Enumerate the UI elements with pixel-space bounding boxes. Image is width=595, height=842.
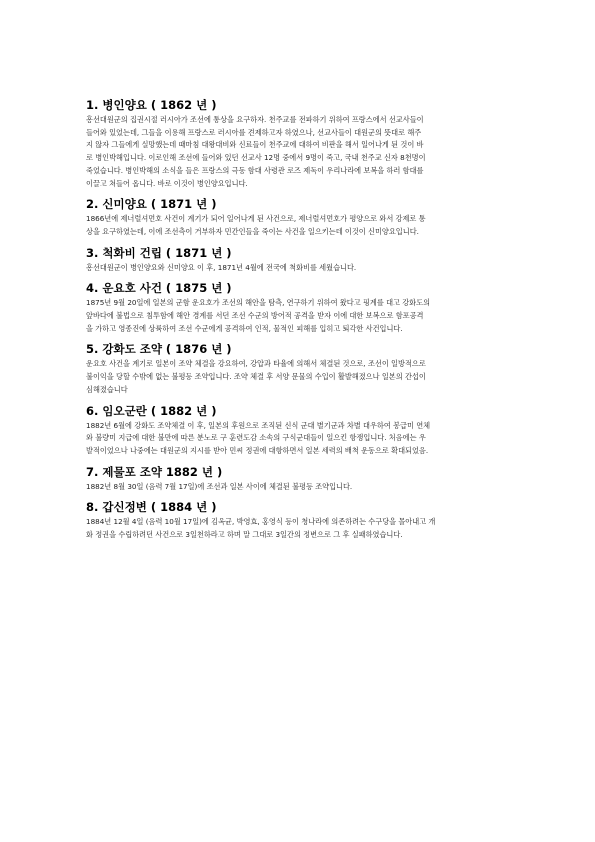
section-7 xyxy=(86,465,511,494)
section-text-line: 화 정권을 수립하려던 사건으로 3일천하라고 하며 말 그대로 3일간의 정변으로 그 후 실패하였습니다. xyxy=(86,530,403,540)
section-text-line: 을 가하고 영종진에 상륙하여 조선 수군에게 공격하여 인적, 물적인 피해를 입히고 퇴각한 사건입니다. xyxy=(86,323,403,333)
section-2 xyxy=(86,197,511,238)
section-heading: 2. 신미양요 ( 1871 년 ) xyxy=(86,197,217,212)
section-text-line: 들어와 있었는데, 그들을 이용해 프랑스로 러시아를 견제하고자 하였으나, 선교사들이 대원군의 뜻대로 해주 xyxy=(86,127,422,137)
section-text-line: 1884년 12월 4일 (음력 10월 17일)에 김옥균, 박영효, 홍영식 등이 청나라에 의존하려는 수구당을 몰아내고 개 xyxy=(86,517,436,527)
section-text-line: 로 병인박해입니다. 이로인해 조선에 들어와 있던 선교사 12명 중에서 9명이 죽고, 국내 천주교 신자 8천명이 xyxy=(86,153,426,163)
section-text-line: 앞바다에 불법으로 침투함에 해안 경계를 서던 조선 수군의 방어적 공격을 받자 이에 대한 보복으로 함포공격 xyxy=(86,311,424,321)
section-heading: 3. 척화비 건립 ( 1871 년 ) xyxy=(86,245,232,260)
section-4 xyxy=(86,281,511,335)
section-text-line: 상을 요구하였는데, 이에 조선측이 거부하자 민간인들을 죽이는 사건을 일으키는데 이것이 신미양요입니다. xyxy=(86,226,419,236)
section-5 xyxy=(86,342,511,396)
section-text-line: 심해졌습니다 xyxy=(86,384,128,394)
section-heading: 1. 병인양요 ( 1862 년 ) xyxy=(86,98,217,112)
section-text-line: 흥선대원군의 집권시절 러시아가 조선에 통상을 요구하자. 천주교를 전파하기 위하여 프랑스에서 선교사들이 xyxy=(86,115,424,124)
section-text-line: 1882년 6월에 강화도 조약체결 이 후, 일본의 후원으로 조직된 신식 군대 별기군과 차별 대우하여 봉급미 연체 xyxy=(86,420,431,430)
section-heading: 8. 갑신정변 ( 1884 년 ) xyxy=(86,500,217,515)
section-text-line: 흥선대원군이 병인양요와 신미양요 이 후, 1871년 4월에 전국에 척화비를 세웠습니다. xyxy=(86,262,357,272)
section-heading: 4. 운요호 사건 ( 1875 년 ) xyxy=(86,281,232,296)
section-heading: 6. 임오군란 ( 1882 년 ) xyxy=(86,403,217,418)
section-heading: 5. 강화도 조약 ( 1876 년 ) xyxy=(86,342,232,357)
section-text-line: 불이익을 당할 수밖에 없는 불평등 조약입니다. 조약 체결 후 서양 문물의 수입이 활발해졌으나 일본의 간섭이 xyxy=(86,372,426,382)
section-3 xyxy=(86,246,511,275)
section-heading: 7. 제물포 조약 1882 년 ) xyxy=(86,464,223,479)
document-page xyxy=(86,98,511,549)
section-6 xyxy=(86,404,511,458)
section-text-line: 1875년 9월 20일에 일본의 군함 운요호가 조선의 해안을 탐측, 연구하기 위하여 왔다고 핑계를 대고 강화도의 xyxy=(86,298,431,308)
section-text-line: 지 않자 그들에게 실망했는데 때마침 대왕대비와 신료들이 천주교에 대하여 비판을 해서 일어나게 된 것이 바 xyxy=(86,140,424,150)
section-text-line: 발적이었으나 나중에는 대원군의 지시를 받아 민씨 정권에 대항하면서 일본 세력의 배척 운동으로 확대되었음. xyxy=(86,445,429,455)
section-text-line: 1866년에 제너럴셔먼호 사건이 계기가 되어 일어나게 된 사건으로, 제너럴셔먼호가 평양으로 와서 강제로 통 xyxy=(86,214,426,224)
section-text-line: 1882년 8월 30일 (음력 7월 17일)에 조선과 일본 사이에 체결된 불평등 조약입니다. xyxy=(86,481,353,491)
section-8 xyxy=(86,500,511,541)
section-1 xyxy=(86,98,511,190)
section-text-line: 죽었습니다. 병인박해의 소식을 들은 프랑스의 극동 함대 사령관 로즈 제독이 우리나라에 보복을 하러 함대를 xyxy=(86,165,424,175)
section-text-line: 와 불량미 지급에 대한 불만에 따른 분노로 구 훈련도감 소속의 구식군대들이 일으킨 항쟁입니다. 처음에는 우 xyxy=(86,433,426,443)
section-text-line: 이끌고 쳐들어 옵니다. 바로 이것이 병인양요입니다. xyxy=(86,178,248,188)
section-text-line: 운요호 사건을 계기로 일본이 조약 체결을 강요하여, 강압과 타율에 의해서 체결된 것으로, 조선이 일방적으로 xyxy=(86,359,426,369)
